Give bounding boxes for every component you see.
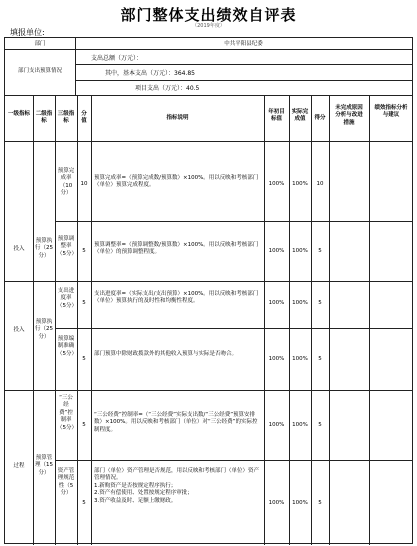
row-level3: 预算完成率（10分） (57, 168, 75, 197)
row-actual: 100% (292, 181, 308, 187)
group-level2: 预算管理（15分） (35, 455, 53, 476)
col-header-target: 年初目标值 (268, 109, 285, 123)
row-weight: 5 (82, 500, 86, 506)
row-score: 5 (318, 356, 322, 362)
group-level1: 投入 (13, 327, 25, 333)
row-divider (55, 221, 412, 222)
row-desc: 支出进度率=（实际支出/支出预算）×100%。用以反映和考核部门（单位）预算执行的及时性和均衡性程度。 (94, 291, 259, 305)
col-header-level3: 三级指标 (57, 111, 75, 125)
reporting-unit-label: 填报单位: (10, 28, 45, 37)
page-title: 部门整体支出绩效自评表 (120, 6, 297, 24)
row-divider (5, 281, 412, 282)
column-divider (311, 95, 312, 545)
row-desc: 部门预算中除财政拨款外的其他收入预算与实际是否吻合。 (94, 351, 238, 357)
row-level3: 预算编制准确（5分） (57, 336, 77, 357)
row-score: 5 (318, 248, 322, 254)
row-weight: 5 (82, 356, 86, 362)
row-divider (5, 95, 412, 96)
budget-label: 部门支出预算情况 (17, 68, 62, 74)
col-header-actual: 实际完成值 (291, 109, 309, 123)
row-weight: 5 (82, 300, 86, 306)
column-divider (33, 95, 34, 545)
row-level3: 支出进度率（5分） (57, 288, 77, 309)
dept-value: 中共平阳县纪委 (224, 41, 263, 47)
row-weight: 10 (80, 181, 88, 187)
row-divider (5, 141, 412, 142)
col-header-weight: 分值 (81, 111, 87, 125)
row-score: 10 (316, 181, 324, 187)
group-level2: 预算执行（25分） (35, 319, 53, 340)
col-header-desc: 指标说明 (166, 115, 189, 121)
row-level3: 预算调整率（5分） (57, 236, 77, 257)
budget-total: 支出总额（万元）： (91, 55, 143, 62)
row-target: 100% (268, 248, 285, 254)
row-desc: 预算调整率=（预算调整数/预算数）×100%。用以反映和考核部门（单位）的预算调整程度。 (94, 242, 259, 256)
row-level3: “三公经费”控制率（5分） (57, 395, 77, 431)
column-divider (77, 95, 78, 545)
row-actual: 100% (292, 356, 308, 362)
page-subtitle: （2019年度） (192, 23, 225, 29)
row-weight: 5 (82, 248, 86, 254)
row-desc: 部门（单位）资产管理是否规范，用以反映和考核部门（单位）资产管理情况。 1.新购资产是否按规定程序执行； 2.资产有偿使用、处置按规定程序审批； 3.资产收益及时、足额上缴财政。 (94, 468, 260, 504)
budget-basic: 其中，基本支出（万元）：364.85 (105, 70, 195, 77)
row-divider (5, 390, 412, 391)
row-actual: 100% (292, 300, 308, 306)
row-divider (55, 328, 412, 329)
row-actual: 100% (292, 500, 308, 506)
row-actual: 100% (292, 422, 308, 428)
row-actual: 100% (292, 248, 308, 254)
row-target: 100% (268, 356, 285, 362)
row-score: 5 (318, 500, 322, 506)
row-divider (75, 64, 412, 65)
row-desc: 预算完成率=（预算完成数/预算数）×100%。用以反映和考核部门（单位）预算完成程度。 (94, 175, 259, 189)
row-score: 5 (318, 300, 322, 306)
row-target: 100% (268, 500, 285, 506)
col-header-level1: 一级指标 (7, 111, 30, 117)
col-header-score: 得分 (314, 115, 326, 121)
col-header-design: 绩效指标分析与建议 (374, 105, 408, 119)
budget-project: 项目支出（万元）：40.5 (135, 85, 200, 92)
column-divider (91, 95, 92, 545)
row-target: 100% (268, 181, 285, 187)
group-level1: 投入 (13, 246, 25, 252)
col-header-level2: 二级指标 (35, 111, 53, 125)
row-target: 100% (268, 300, 285, 306)
row-desc: “三公经费”控制率=（“三公经费”实际支出数/“三公经费”预算安排数）×100%。用以反映和考核部门（单位）对“三公经费”的实际控制程度。 (94, 412, 258, 433)
row-divider (75, 80, 412, 81)
group-level1: 过程 (13, 463, 25, 469)
column-divider (55, 95, 56, 545)
column-divider (264, 95, 265, 545)
row-target: 100% (268, 422, 285, 428)
row-score: 5 (318, 422, 322, 428)
col-header-reason: 未完成原因分析与改进措施 (335, 105, 363, 126)
column-divider (289, 95, 290, 545)
row-divider (55, 460, 412, 461)
evaluation-table (4, 37, 413, 544)
row-weight: 5 (82, 422, 86, 428)
row-level3: 资产管理规范性（5分） (57, 468, 75, 497)
column-divider (329, 95, 330, 545)
column-divider (369, 95, 370, 545)
dept-label: 部门 (34, 41, 46, 47)
group-level2: 预算执行（25分） (35, 238, 53, 259)
row-divider (5, 49, 412, 50)
